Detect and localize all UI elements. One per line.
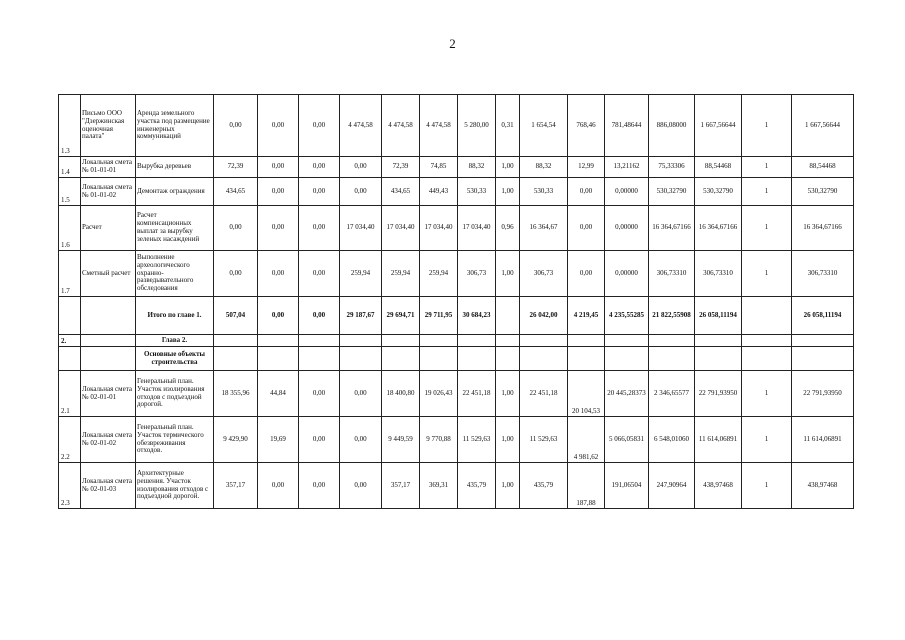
value-col-10: 0,00 xyxy=(568,206,605,251)
value-col-12: 21 822,55908 xyxy=(649,297,695,335)
value-col-15: 88,54468 xyxy=(792,157,854,178)
value-col-13: 26 058,11194 xyxy=(695,297,742,335)
value-col-11: 781,48644 xyxy=(605,95,649,157)
value-col-11: 13,21162 xyxy=(605,157,649,178)
value-col-7: 30 684,23 xyxy=(458,297,496,335)
value-col-13: 88,54468 xyxy=(695,157,742,178)
basis-document: Локальная смета № 02-01-02 xyxy=(81,417,136,463)
value-col-2: 44,84 xyxy=(258,371,299,417)
value-col-2: 0,00 xyxy=(258,178,299,206)
value-col-9 xyxy=(520,347,568,371)
work-name: Генеральный план. Участок термического обезвреживания отходов. xyxy=(136,417,214,463)
work-name: Глава 2. xyxy=(136,335,214,347)
item-number: 2.2 xyxy=(59,417,81,463)
value-col-10 xyxy=(568,335,605,347)
value-col-7: 17 034,40 xyxy=(458,206,496,251)
value-col-7 xyxy=(458,335,496,347)
value-col-1: 72,39 xyxy=(214,157,258,178)
value-col-5: 357,17 xyxy=(382,463,420,509)
value-col-2 xyxy=(258,347,299,371)
value-col-9: 22 451,18 xyxy=(520,371,568,417)
value-col-12: 886,08000 xyxy=(649,95,695,157)
value-col-4: 0,00 xyxy=(340,463,382,509)
value-col-4 xyxy=(340,335,382,347)
value-col-6: 17 034,40 xyxy=(420,206,458,251)
value-col-14 xyxy=(742,297,792,335)
value-col-1: 0,00 xyxy=(214,251,258,297)
value-col-8 xyxy=(496,297,520,335)
basis-document: Письмо ООО "Дзержинская оценочная палата" xyxy=(81,95,136,157)
value-col-7: 530,33 xyxy=(458,178,496,206)
value-col-8: 1,00 xyxy=(496,251,520,297)
value-col-12: 2 346,65577 xyxy=(649,371,695,417)
value-col-3: 0,00 xyxy=(299,417,340,463)
value-col-13: 22 791,93950 xyxy=(695,371,742,417)
value-col-8 xyxy=(496,347,520,371)
value-col-2: 19,69 xyxy=(258,417,299,463)
value-col-3: 0,00 xyxy=(299,95,340,157)
value-col-3: 0,00 xyxy=(299,206,340,251)
value-col-6: 449,43 xyxy=(420,178,458,206)
value-col-10: 0,00 xyxy=(568,251,605,297)
value-col-10: 4 219,45 xyxy=(568,297,605,335)
value-col-11: 4 235,55285 xyxy=(605,297,649,335)
value-col-5: 259,94 xyxy=(382,251,420,297)
value-col-3: 0,00 xyxy=(299,178,340,206)
value-col-5 xyxy=(382,347,420,371)
value-col-12: 247,90964 xyxy=(649,463,695,509)
value-col-1: 18 355,96 xyxy=(214,371,258,417)
value-col-14 xyxy=(742,335,792,347)
table-row xyxy=(59,178,854,206)
value-col-7: 88,32 xyxy=(458,157,496,178)
value-col-10: 0,00 xyxy=(568,178,605,206)
value-col-8: 1,00 xyxy=(496,463,520,509)
value-col-1: 434,65 xyxy=(214,178,258,206)
value-col-14: 1 xyxy=(742,417,792,463)
value-col-14: 1 xyxy=(742,95,792,157)
value-col-9: 26 042,00 xyxy=(520,297,568,335)
work-name: Основные объекты строительства xyxy=(136,347,214,371)
value-col-12: 16 364,67166 xyxy=(649,206,695,251)
value-col-11: 20 445,28373 xyxy=(605,371,649,417)
estimate-table xyxy=(58,94,854,509)
table-total-row xyxy=(59,347,854,371)
value-col-15: 22 791,93950 xyxy=(792,371,854,417)
value-col-9: 1 654,54 xyxy=(520,95,568,157)
value-col-4 xyxy=(340,347,382,371)
basis-document: Сметный расчет xyxy=(81,251,136,297)
value-col-9 xyxy=(520,335,568,347)
work-name: Выполнение археологического охранно-разведывательного обследования xyxy=(136,251,214,297)
basis-document: Локальная смета № 02-01-01 xyxy=(81,371,136,417)
value-col-11: 0,00000 xyxy=(605,251,649,297)
value-col-15: 11 614,06891 xyxy=(792,417,854,463)
value-col-6 xyxy=(420,347,458,371)
value-col-4: 29 187,67 xyxy=(340,297,382,335)
value-col-4: 0,00 xyxy=(340,371,382,417)
item-number: 2.3 xyxy=(59,463,81,509)
value-col-14: 1 xyxy=(742,178,792,206)
value-col-7 xyxy=(458,347,496,371)
basis-document: Локальная смета № 01-01-01 xyxy=(81,157,136,178)
value-col-9: 88,32 xyxy=(520,157,568,178)
value-col-12: 6 548,01060 xyxy=(649,417,695,463)
value-col-2: 0,00 xyxy=(258,251,299,297)
value-col-8 xyxy=(496,335,520,347)
value-col-6: 74,85 xyxy=(420,157,458,178)
value-col-15: 530,32790 xyxy=(792,178,854,206)
value-col-3: 0,00 xyxy=(299,463,340,509)
value-col-6: 29 711,95 xyxy=(420,297,458,335)
value-col-11: 0,00000 xyxy=(605,206,649,251)
value-col-3 xyxy=(299,335,340,347)
value-col-1: 0,00 xyxy=(214,95,258,157)
page-number: 2 xyxy=(449,36,456,51)
basis-document xyxy=(81,297,136,335)
value-col-15: 438,97468 xyxy=(792,463,854,509)
value-col-13 xyxy=(695,347,742,371)
value-col-2: 0,00 xyxy=(258,206,299,251)
value-col-2: 0,00 xyxy=(258,157,299,178)
value-col-9: 530,33 xyxy=(520,178,568,206)
item-number: 2.1 xyxy=(59,371,81,417)
table-row xyxy=(59,157,854,178)
item-number: 1.3 xyxy=(59,95,81,157)
work-name: Генеральный план. Участок изолирования отходов с подъездной дорогой. xyxy=(136,371,214,417)
value-col-13 xyxy=(695,335,742,347)
value-col-11 xyxy=(605,347,649,371)
estimate-table-body xyxy=(59,95,854,509)
value-col-4: 259,94 xyxy=(340,251,382,297)
value-col-14: 1 xyxy=(742,157,792,178)
value-col-2: 0,00 xyxy=(258,297,299,335)
value-col-4: 0,00 xyxy=(340,178,382,206)
basis-document xyxy=(81,347,136,371)
table-row xyxy=(59,463,854,509)
value-col-14: 1 xyxy=(742,463,792,509)
value-col-8: 1,00 xyxy=(496,157,520,178)
value-col-15 xyxy=(792,347,854,371)
basis-document: Расчет xyxy=(81,206,136,251)
value-col-1: 357,17 xyxy=(214,463,258,509)
value-col-12: 75,33306 xyxy=(649,157,695,178)
value-col-10 xyxy=(568,347,605,371)
value-col-5: 72,39 xyxy=(382,157,420,178)
value-col-11: 5 066,05831 xyxy=(605,417,649,463)
table-row xyxy=(59,206,854,251)
value-col-15: 16 364,67166 xyxy=(792,206,854,251)
value-col-10: 12,99 xyxy=(568,157,605,178)
value-col-6: 4 474,58 xyxy=(420,95,458,157)
value-col-14 xyxy=(742,347,792,371)
value-col-2: 0,00 xyxy=(258,95,299,157)
value-col-8: 1,00 xyxy=(496,417,520,463)
work-name: Аренда земельного участка под размещение инженерных коммуникаций xyxy=(136,95,214,157)
work-name: Архитектурные решения. Участок изолирования отходов с подъездной дорогой. xyxy=(136,463,214,509)
table-row xyxy=(59,251,854,297)
value-col-3: 0,00 xyxy=(299,157,340,178)
value-col-4: 17 034,40 xyxy=(340,206,382,251)
value-col-6: 259,94 xyxy=(420,251,458,297)
item-number: 1.4 xyxy=(59,157,81,178)
value-col-13: 16 364,67166 xyxy=(695,206,742,251)
value-col-2 xyxy=(258,335,299,347)
table-total-row xyxy=(59,297,854,335)
value-col-11 xyxy=(605,335,649,347)
value-col-10: 4 981,62 xyxy=(568,417,605,463)
value-col-9: 435,79 xyxy=(520,463,568,509)
value-col-6 xyxy=(420,335,458,347)
value-col-13: 438,97468 xyxy=(695,463,742,509)
value-col-5 xyxy=(382,335,420,347)
item-number: 1.7 xyxy=(59,251,81,297)
item-number: 1.5 xyxy=(59,178,81,206)
value-col-15: 1 667,56644 xyxy=(792,95,854,157)
table-row xyxy=(59,417,854,463)
value-col-14: 1 xyxy=(742,251,792,297)
value-col-1: 9 429,90 xyxy=(214,417,258,463)
value-col-13: 530,32790 xyxy=(695,178,742,206)
work-name: Итого по главе 1. xyxy=(136,297,214,335)
value-col-6: 369,31 xyxy=(420,463,458,509)
value-col-14: 1 xyxy=(742,206,792,251)
value-col-15: 26 058,11194 xyxy=(792,297,854,335)
value-col-3 xyxy=(299,347,340,371)
value-col-5: 9 449,59 xyxy=(382,417,420,463)
value-col-5: 17 034,40 xyxy=(382,206,420,251)
value-col-11: 0,00000 xyxy=(605,178,649,206)
value-col-1 xyxy=(214,335,258,347)
value-col-12 xyxy=(649,335,695,347)
work-name: Демонтаж ограждения xyxy=(136,178,214,206)
item-number xyxy=(59,347,81,371)
item-number: 2. xyxy=(59,335,81,347)
value-col-4: 4 474,58 xyxy=(340,95,382,157)
value-col-1: 0,00 xyxy=(214,206,258,251)
work-name: Вырубка деревьев xyxy=(136,157,214,178)
value-col-2: 0,00 xyxy=(258,463,299,509)
value-col-8: 1,00 xyxy=(496,178,520,206)
value-col-9: 306,73 xyxy=(520,251,568,297)
item-number: 1.6 xyxy=(59,206,81,251)
value-col-7: 435,79 xyxy=(458,463,496,509)
value-col-7: 22 451,18 xyxy=(458,371,496,417)
value-col-8: 1,00 xyxy=(496,371,520,417)
value-col-10: 768,46 xyxy=(568,95,605,157)
basis-document: Локальная смета № 01-01-02 xyxy=(81,178,136,206)
value-col-9: 11 529,63 xyxy=(520,417,568,463)
basis-document: Локальная смета № 02-01-03 xyxy=(81,463,136,509)
value-col-15 xyxy=(792,335,854,347)
value-col-10: 20 104,53 xyxy=(568,371,605,417)
value-col-11: 191,06504 xyxy=(605,463,649,509)
table-row xyxy=(59,371,854,417)
value-col-6: 9 770,88 xyxy=(420,417,458,463)
value-col-3: 0,00 xyxy=(299,297,340,335)
value-col-5: 18 400,80 xyxy=(382,371,420,417)
value-col-7: 5 280,00 xyxy=(458,95,496,157)
value-col-5: 434,65 xyxy=(382,178,420,206)
value-col-6: 19 026,43 xyxy=(420,371,458,417)
value-col-5: 4 474,58 xyxy=(382,95,420,157)
value-col-4: 0,00 xyxy=(340,157,382,178)
table-row xyxy=(59,95,854,157)
value-col-10: 187,88 xyxy=(568,463,605,509)
value-col-3: 0,00 xyxy=(299,371,340,417)
value-col-3: 0,00 xyxy=(299,251,340,297)
value-col-13: 306,73310 xyxy=(695,251,742,297)
value-col-9: 16 364,67 xyxy=(520,206,568,251)
item-number xyxy=(59,297,81,335)
value-col-8: 0,96 xyxy=(496,206,520,251)
value-col-8: 0,31 xyxy=(496,95,520,157)
value-col-5: 29 694,71 xyxy=(382,297,420,335)
value-col-15: 306,73310 xyxy=(792,251,854,297)
basis-document xyxy=(81,335,136,347)
value-col-1: 507,04 xyxy=(214,297,258,335)
value-col-12: 306,73310 xyxy=(649,251,695,297)
value-col-12 xyxy=(649,347,695,371)
table-total-row xyxy=(59,335,854,347)
value-col-13: 1 667,56644 xyxy=(695,95,742,157)
work-name: Расчет компенсационных выплат за вырубку зеленых насаждений xyxy=(136,206,214,251)
value-col-7: 11 529,63 xyxy=(458,417,496,463)
value-col-13: 11 614,06891 xyxy=(695,417,742,463)
value-col-14: 1 xyxy=(742,371,792,417)
value-col-4: 0,00 xyxy=(340,417,382,463)
value-col-12: 530,32790 xyxy=(649,178,695,206)
value-col-7: 306,73 xyxy=(458,251,496,297)
value-col-1 xyxy=(214,347,258,371)
